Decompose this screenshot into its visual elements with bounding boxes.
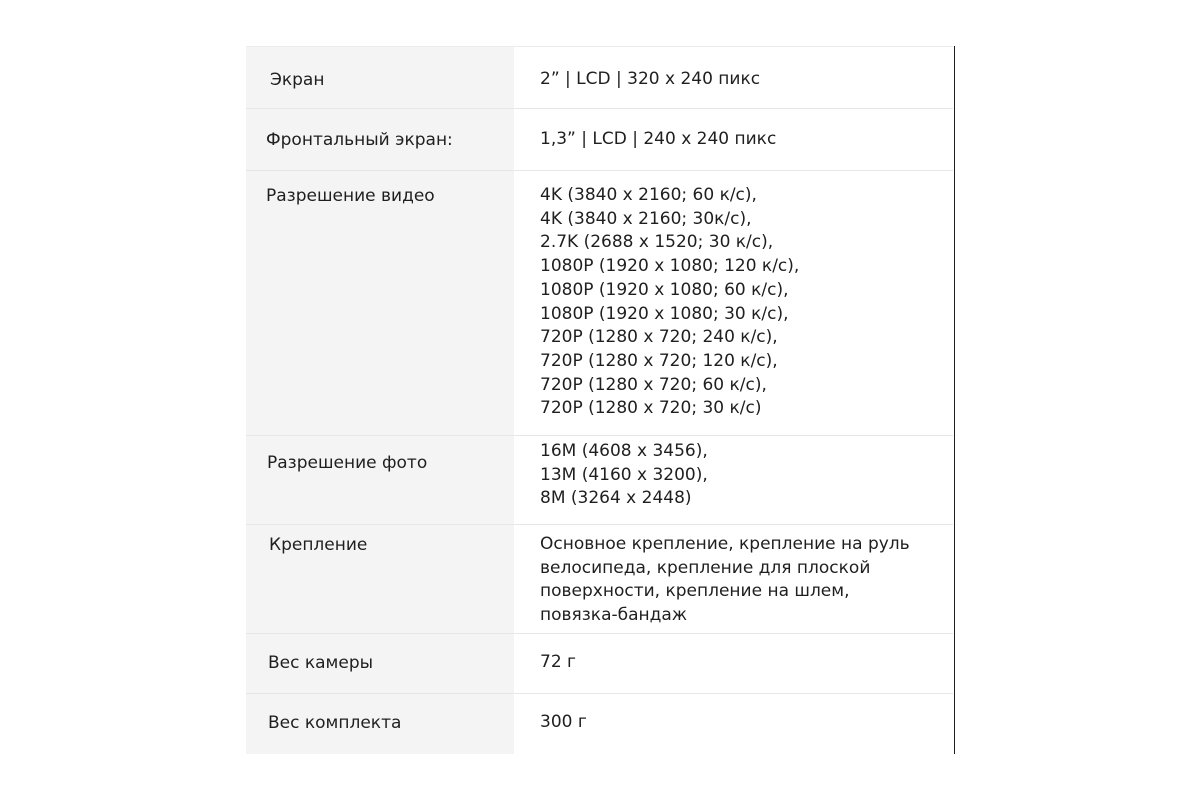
spec-row-front-screen	[246, 108, 953, 170]
spec-value-line: 8M (3264 x 2448)	[540, 488, 692, 509]
spec-label	[246, 694, 514, 754]
spec-label	[246, 171, 514, 435]
spec-row-video-resolution	[246, 170, 953, 435]
spec-value-line: 1080P (1920 x 1080; 60 к/с),	[540, 279, 789, 300]
spec-value-line: 2” | LCD | 320 х 240 пикс	[540, 69, 761, 89]
spec-value-line: 4K (3840 x 2160; 30к/с),	[540, 208, 752, 229]
spec-label	[246, 436, 514, 524]
spec-row-photo-resolution	[246, 435, 953, 524]
spec-value-line: 1,3” | LCD | 240 x 240 пикс	[540, 129, 777, 149]
spec-value-line: 13M (4160 x 3200),	[540, 464, 708, 485]
spec-value	[514, 634, 953, 693]
spec-value-line: 720P (1280 x 720; 240 к/с),	[540, 327, 778, 348]
spec-label-text: Экран	[270, 70, 325, 90]
spec-row-camera-weight	[246, 633, 953, 693]
spec-value-line: 720P (1280 x 720; 60 к/с),	[540, 374, 767, 395]
spec-value-line: велосипеда, крепление для плоской	[540, 557, 871, 578]
spec-label-text: Разрешение фото	[267, 453, 428, 473]
specs-table	[246, 46, 955, 754]
spec-row-screen	[246, 46, 953, 108]
spec-label	[246, 47, 514, 108]
spec-value	[514, 109, 953, 170]
spec-value	[514, 525, 953, 633]
spec-label	[246, 634, 514, 693]
spec-value	[514, 47, 953, 108]
spec-label	[246, 109, 514, 170]
spec-value-line: 2.7K (2688 x 1520; 30 к/с),	[540, 232, 774, 253]
spec-value	[514, 436, 953, 524]
spec-value-line: 16M (4608 x 3456),	[540, 441, 708, 461]
spec-value-line: 72 г	[540, 652, 576, 672]
spec-row-mount	[246, 524, 953, 633]
spec-label	[246, 525, 514, 633]
spec-value-line: Основное крепление, крепление на руль	[540, 534, 910, 554]
spec-value	[514, 171, 953, 435]
spec-label-text: Фронтальный экран:	[266, 130, 453, 150]
spec-value	[514, 694, 953, 754]
spec-value-line: повязка-бандаж	[540, 605, 688, 626]
spec-value-line: 1080P (1920 x 1080; 30 к/с),	[540, 303, 789, 324]
spec-label-text: Вес камеры	[268, 653, 374, 673]
spec-value-line: 720P (1280 x 720; 30 к/с)	[540, 398, 762, 419]
spec-row-kit-weight	[246, 693, 953, 754]
spec-label-text: Вес комплекта	[268, 713, 402, 733]
spec-value-line: 1080P (1920 x 1080; 120 к/с),	[540, 256, 800, 277]
spec-label-text: Разрешение видео	[266, 186, 435, 206]
spec-value-line: 4K (3840 x 2160; 60 к/с),	[540, 185, 757, 205]
spec-value-line: поверхности, крепление на шлем,	[540, 581, 850, 602]
spec-value-line: 720P (1280 x 720; 120 к/с),	[540, 350, 778, 371]
spec-label-text: Крепление	[269, 535, 368, 555]
spec-value-line: 300 г	[540, 712, 587, 732]
